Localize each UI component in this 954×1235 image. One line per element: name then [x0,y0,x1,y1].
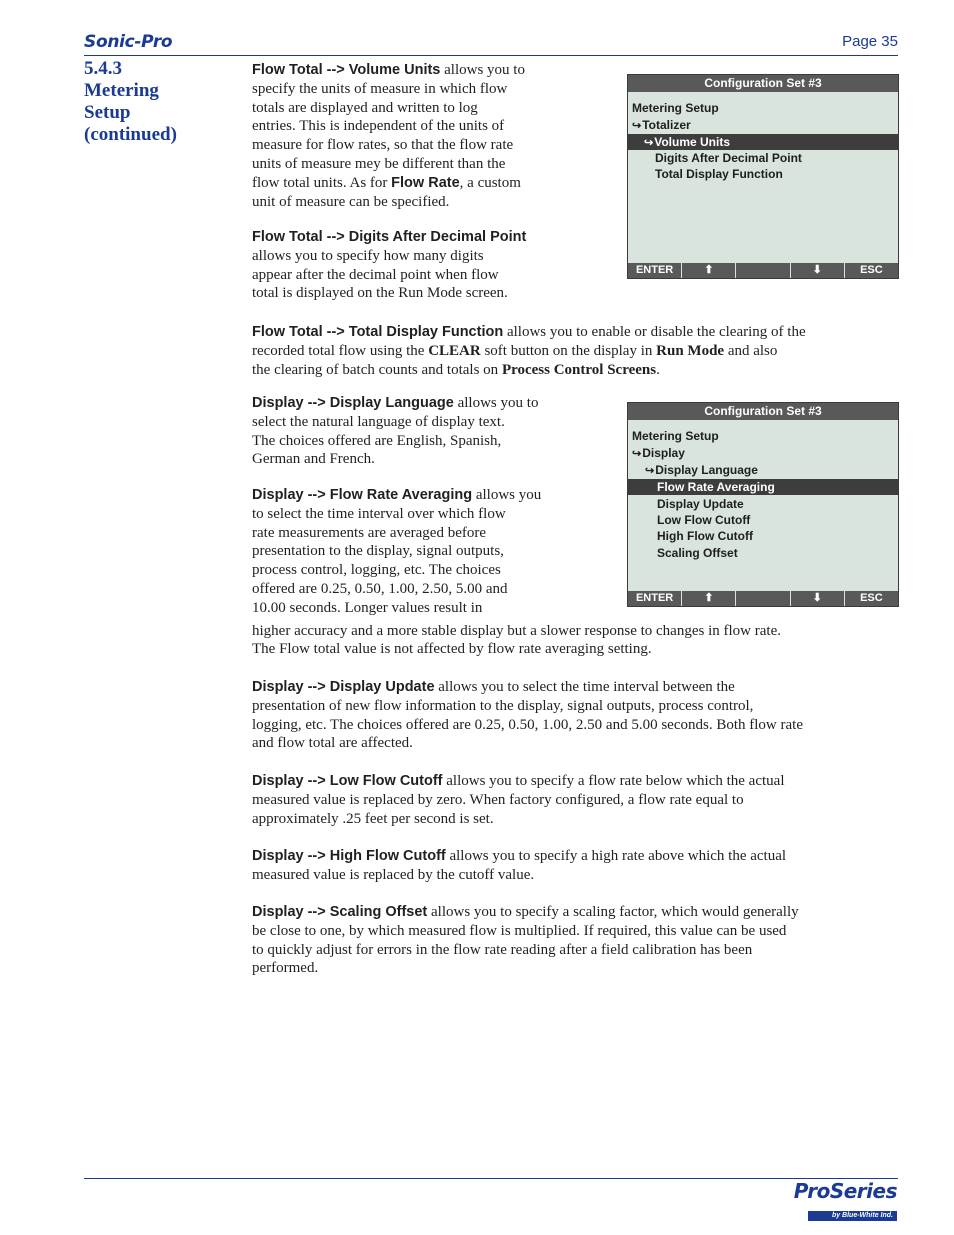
text: entries. This is independent of the units of [252,118,505,135]
text: flow total units. As for [252,174,392,191]
text: allows you [472,487,542,503]
para-label: Flow Total --> Total Display Function [252,324,504,340]
text: The choices offered are English, Spanish, [252,432,502,449]
text: measured value is replaced by the cutoff value. [252,866,535,883]
submenu-arrow-icon: ↪ [632,448,642,460]
logo-tagline: by Blue-White Ind. [808,1211,897,1221]
para-label: Display --> Display Language [252,395,454,411]
submenu-arrow-icon: ↪ [645,465,655,477]
lcd-menu-item[interactable]: Total Display Function [655,167,783,181]
keyword: Process Control Screens [501,361,657,378]
text: logging, etc. The choices offered are 0.25, 0.50, 1.00, 2.50 and 5.00 seconds. Both flow rate [252,716,803,733]
para-display-language [252,394,538,469]
text: allows you to enable or disable the clearing of the [503,324,806,340]
para-display-update [252,678,803,753]
enter-softkey[interactable]: ENTER [635,264,674,276]
lcd-menu-label: Display [642,446,685,460]
lcd-menu-item-selected[interactable] [628,134,898,150]
text: be close to one, by which measured flow is multiplied. If required, this value can be used [252,922,787,939]
keyword: Run Mode [656,342,725,359]
esc-softkey[interactable]: ESC [844,591,898,606]
text: select the natural language of display text. [252,413,505,430]
text: allows you to [440,62,525,78]
text: the clearing of batch counts and totals on [252,361,502,378]
blank-softkey[interactable] [735,263,789,278]
text: appear after the decimal point when flow [252,266,499,283]
section-title-line3: (continued) [84,124,177,145]
para-low-flow-cutoff [252,772,785,828]
text: allows you to specify a scaling factor, which would generally [427,904,799,920]
text: presentation of new flow information to the display, signal outputs, process control, [252,697,754,714]
para-label: Flow Total --> Digits After Decimal Point [252,229,527,245]
proseries-logo [794,1180,897,1221]
text: presentation to the display, signal outputs, [252,543,504,560]
down-arrow-icon[interactable]: ⬇ [790,263,844,278]
enter-softkey[interactable]: ENTER [635,592,674,604]
lcd-menu-label: Display Language [655,463,758,477]
text: measured value is replaced by zero. When factory configured, a flow rate equal to [252,791,744,808]
lcd-menu-item[interactable] [632,445,898,461]
text: and also [724,342,778,359]
text: higher accuracy and a more stable display but a slower response to changes in flow rate. [252,622,781,639]
lcd-menu-label: Volume Units [654,135,731,149]
text: totals are displayed and written to log [252,99,478,116]
text: The Flow total value is not affected by flow rate averaging setting. [252,641,652,658]
up-arrow-icon[interactable]: ⬆ [681,591,735,606]
para-label: Display --> Flow Rate Averaging [252,487,473,503]
lcd-softkeys [628,263,898,278]
text: soft button on the display in [480,342,657,359]
text: to quickly adjust for errors in the flow rate reading after a field calibration has been [252,941,753,958]
text: , a custom [459,174,521,191]
para-high-flow-cutoff [252,847,786,885]
text: performed. [252,960,319,977]
text: specify the units of measure in which flow [252,80,508,97]
text: allows you to specify a flow rate below which the actual [442,773,785,789]
text: offered are 0.25, 0.50, 1.00, 2.50, 5.00 and [252,580,508,597]
lcd-menu-label: Totalizer [642,118,691,132]
lcd-title: Configuration Set #3 [628,75,898,92]
text: allows you to specify a high rate above which the actual [445,848,787,864]
logo-text: ProSeries [793,1179,897,1203]
keyword: CLEAR [428,342,481,359]
text: unit of measure can be specified. [252,193,450,210]
para-volume-units [252,61,525,211]
text: German and French. [252,451,375,468]
section-number: 5.4.3 [84,58,122,79]
up-arrow-icon[interactable]: ⬆ [681,263,735,278]
lcd-menu-item-selected[interactable]: Flow Rate Averaging [628,479,898,495]
lcd-menu-item[interactable]: Metering Setup [632,101,719,115]
lcd-menu-item[interactable] [632,117,898,133]
lcd-menu-item[interactable]: Digits After Decimal Point [655,151,802,165]
text: units of measure mey be different than the [252,155,506,172]
section-heading [84,58,234,146]
para-label: Display --> Scaling Offset [252,904,428,920]
lcd-menu-item[interactable]: High Flow Cutoff [657,529,753,543]
text: 10.00 seconds. Longer values result in [252,599,483,616]
lcd-screen-totalizer [627,74,899,279]
lcd-title: Configuration Set #3 [628,403,898,420]
header-rule [84,55,898,56]
text: to select the time interval over which flow [252,505,506,522]
submenu-arrow-icon: ↪ [632,120,642,132]
text: and flow total are affected. [252,735,413,752]
text: process control, logging, etc. The choices [252,562,501,579]
para-digits-after-decimal [252,228,526,303]
text: approximately .25 feet per second is set. [252,810,494,827]
lcd-menu-item[interactable] [632,462,898,478]
lcd-menu-item[interactable]: Metering Setup [632,429,719,443]
text: measure for flow rates, so that the flow rate [252,137,514,154]
text: allows you to [453,395,539,411]
down-arrow-icon[interactable]: ⬇ [790,591,844,606]
para-flow-rate-averaging [252,486,781,659]
para-label: Display --> Low Flow Cutoff [252,773,443,789]
text: . [656,361,660,378]
para-total-display-function [252,323,806,379]
footer-rule [84,1178,898,1179]
text: allows you to specify how many digits [252,247,484,264]
section-title-line2: Setup [84,102,131,123]
submenu-arrow-icon: ↪ [644,137,654,149]
section-title-line1: Metering [84,80,159,101]
text: allows you to select the time interval between the [434,679,735,695]
para-label: Display --> High Flow Cutoff [252,848,446,864]
text: rate measurements are averaged before [252,524,487,541]
para-scaling-offset [252,903,799,978]
esc-softkey[interactable]: ESC [844,263,898,278]
keyword: Flow Rate [391,174,460,191]
lcd-menu-item[interactable]: Scaling Offset [657,546,738,560]
para-label: Flow Total --> Volume Units [252,62,441,78]
text: total is displayed on the Run Mode screen. [252,285,508,302]
brand-logo: Sonic-Pro [84,32,173,52]
para-label: Display --> Display Update [252,679,435,695]
lcd-menu-item[interactable]: Low Flow Cutoff [657,513,751,527]
text: recorded total flow using the [252,342,429,359]
lcd-menu-item[interactable]: Display Update [657,497,744,511]
page-number: Page 35 [842,33,898,50]
